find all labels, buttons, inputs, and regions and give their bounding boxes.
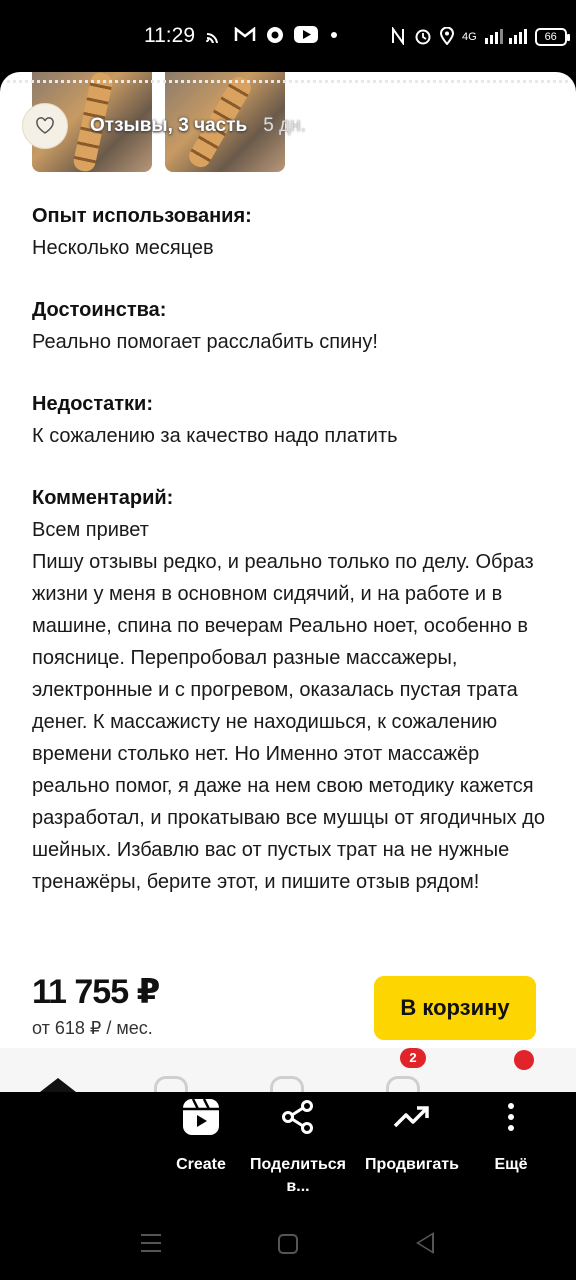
promote-label: Продвигать	[365, 1156, 459, 1173]
promote-button[interactable]	[357, 1092, 467, 1176]
search-icon[interactable]	[154, 1076, 188, 1092]
system-icons	[390, 24, 567, 50]
story-title: Отзывы, 3 часть	[90, 115, 248, 136]
back-icon[interactable]	[416, 1232, 434, 1254]
battery-icon: 66	[535, 28, 567, 46]
create-icon	[182, 1098, 220, 1136]
create-button[interactable]	[146, 1092, 256, 1176]
create-label: Create	[176, 1156, 226, 1173]
usage-value: Несколько месяцев	[32, 237, 214, 259]
nfc-icon	[390, 27, 406, 48]
add-to-cart-button[interactable]: В корзину	[374, 976, 536, 1040]
comment-section	[32, 482, 552, 898]
product-price: 11 755 ₽	[32, 973, 160, 1011]
cart-badge: 2	[400, 1048, 426, 1068]
status-time: 11:29	[144, 24, 195, 47]
cons-value: К сожалению за качество надо платить	[32, 425, 398, 447]
network-type: 4G	[462, 31, 477, 43]
story-actions	[0, 1092, 576, 1222]
home-nav-icon[interactable]	[278, 1234, 298, 1254]
cart-icon[interactable]	[386, 1076, 420, 1092]
cons-section	[32, 388, 552, 452]
cast-icon	[206, 27, 224, 48]
youtube-icon	[294, 26, 318, 48]
more-icon	[507, 1102, 515, 1132]
bottom-nav	[0, 1048, 576, 1092]
comment-text: Всем привет Пишу отзывы редко, и реально только по делу. Образ жизни у меня в основном сидячий, и на работе и в машине, спина по вечерам Реально ноет, особенно в пояснице. Перепробовал разные массажеры, электронные и с прогревом, оказалась пустая трата денег. К массажисту не находишься, к сожалению времени столько нет. Но Именно этот массажёр реально помог, я даже на нем свою методику кажется разработал, и прокатываю все мушцы от ягодичных до шейных. Избавлю вас от пустых трат на не нужные тренажёры, берите этот, и пишите отзыв рядом!	[32, 519, 545, 893]
promote-icon	[393, 1105, 431, 1129]
pros-label: Достоинства:	[32, 299, 167, 321]
gmail-icon	[234, 27, 256, 48]
profile-notification-dot	[514, 1050, 534, 1070]
usage-section	[32, 200, 552, 264]
usage-label: Опыт использования:	[32, 205, 252, 227]
catalog-icon[interactable]	[270, 1076, 304, 1092]
dot-icon	[328, 28, 340, 46]
review-content	[32, 200, 552, 928]
story-progress	[0, 80, 576, 84]
home-icon[interactable]	[40, 1078, 76, 1092]
comment-label: Комментарий:	[32, 487, 174, 509]
story-header[interactable]	[22, 104, 306, 148]
share-button[interactable]	[243, 1092, 353, 1198]
story-time: 5 дн.	[263, 115, 306, 136]
story-avatar[interactable]	[22, 103, 68, 149]
location-icon	[440, 27, 454, 48]
share-icon	[280, 1099, 316, 1135]
product-card	[0, 72, 576, 1092]
app-icon	[266, 26, 284, 49]
pros-section	[32, 294, 552, 358]
cons-label: Недостатки:	[32, 393, 154, 415]
recents-icon[interactable]	[141, 1234, 161, 1252]
heart-icon	[35, 117, 55, 135]
pros-value: Реально помогает расслабить спину!	[32, 331, 378, 353]
signal-icon	[485, 28, 527, 47]
more-button[interactable]	[456, 1092, 566, 1176]
alarm-icon	[414, 27, 432, 48]
installment-price[interactable]: от 618 ₽ / мес.	[32, 1018, 153, 1038]
purchase-bar	[0, 952, 576, 1048]
notification-icons	[206, 26, 340, 48]
status-bar	[0, 0, 576, 72]
more-label: Ещё	[494, 1156, 528, 1173]
share-label: Поделиться в...	[249, 1156, 347, 1195]
system-nav	[0, 1220, 576, 1280]
